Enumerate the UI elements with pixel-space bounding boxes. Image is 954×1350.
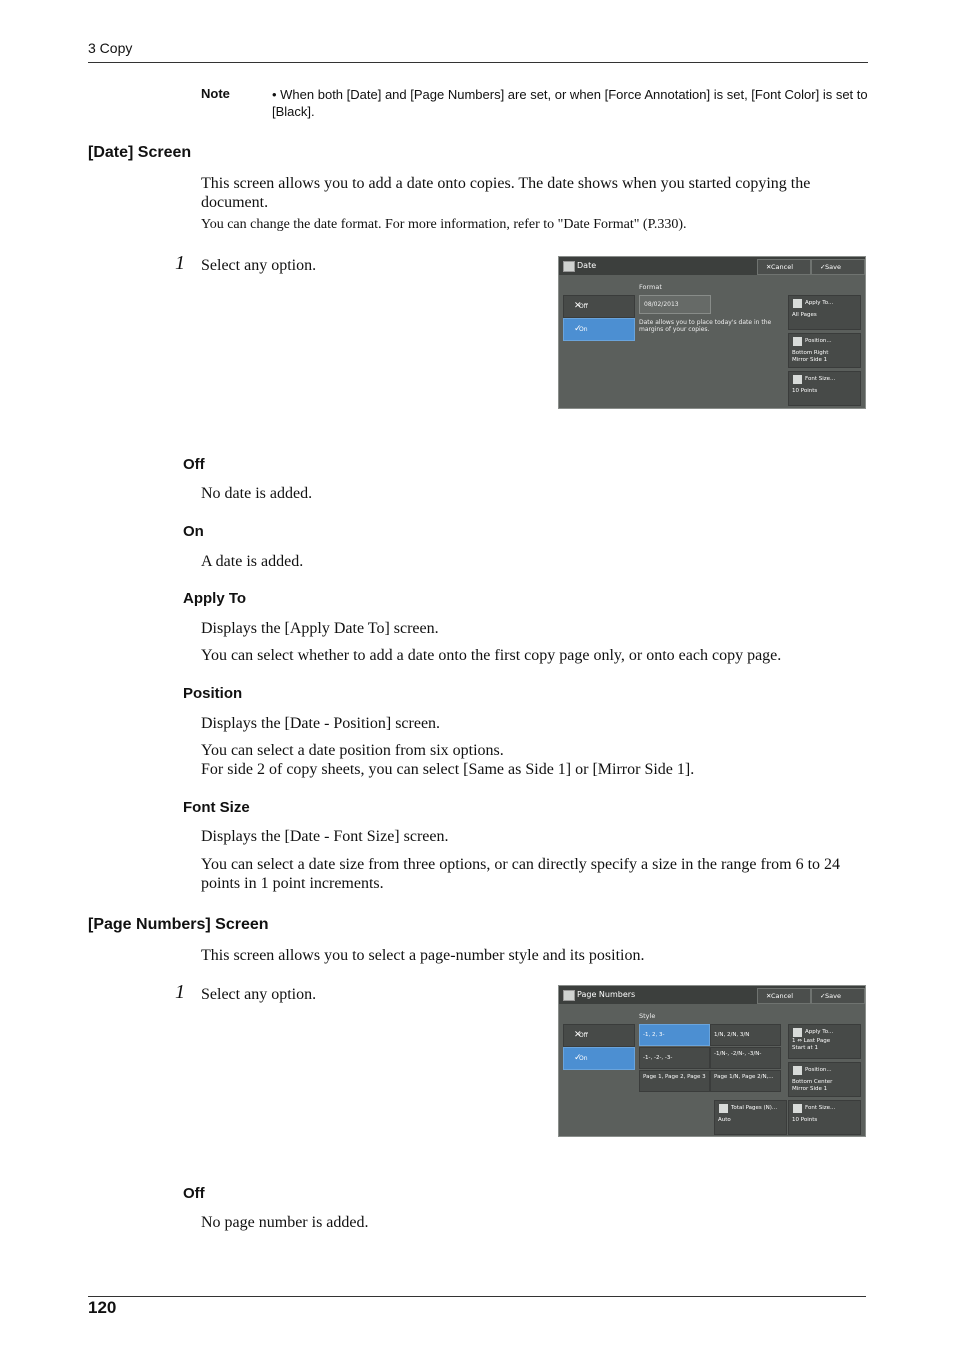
close-icon: ✕ <box>574 1030 582 1040</box>
style-option[interactable]: Page 1, Page 2, Page 3 <box>639 1070 710 1092</box>
format-label: Format <box>639 283 662 291</box>
note-label: Note <box>201 86 230 101</box>
save-button[interactable]: ✓Save <box>811 259 865 275</box>
total-pages-button[interactable]: Total Pages (N)... Auto <box>714 1100 787 1135</box>
gear-icon <box>793 375 802 384</box>
date-intro: This screen allows you to add a date onto copies. The date shows when you started copying the document. <box>201 175 811 211</box>
checkmark-icon: ✓ <box>820 992 826 1000</box>
date-intro-small: You can change the date format. For more information, refer to "Date Format" (P.330). <box>201 217 687 232</box>
page-numbers-screen-image <box>558 985 866 1137</box>
format-field[interactable]: 08/02/2013 <box>639 295 711 314</box>
date-screen-icon <box>563 261 575 272</box>
page-numbers-step-text: Select any option. <box>201 986 317 1003</box>
on-option[interactable]: ✓On <box>563 1047 635 1070</box>
page-numbers-section-heading: [Page Numbers] Screen <box>88 916 269 933</box>
term-off-desc: No date is added. <box>201 485 313 502</box>
screen-title-bar <box>559 986 865 1004</box>
gear-icon <box>793 1104 802 1113</box>
term-font-size: Font Size <box>183 799 250 816</box>
term-off: Off <box>183 1185 205 1202</box>
style-option[interactable]: -1-, -2-, -3- <box>639 1047 710 1069</box>
chapter-header: 3 Copy <box>88 40 133 56</box>
date-description: Date allows you to place today's date in the margins of your copies. <box>639 319 772 333</box>
off-option[interactable]: ✕Off <box>563 1024 635 1047</box>
screen-title: Page Numbers <box>577 990 636 999</box>
apply-to-button[interactable]: Apply To... 1 ⇔ Last Page Start at 1 <box>788 1024 861 1059</box>
checkmark-icon: ✓ <box>820 263 826 271</box>
term-on: On <box>183 523 204 540</box>
term-font-size-desc-2: You can select a date size from three options, or can directly specify a size in the range from 6 to 24 points in 1 point increments. <box>201 856 841 892</box>
term-apply-to-desc-2: You can select whether to add a date onto the first copy page only, or onto each copy page. <box>201 647 782 664</box>
style-label: Style <box>639 1012 656 1020</box>
term-off-desc: No page number is added. <box>201 1214 369 1231</box>
term-apply-to-desc-1: Displays the [Apply Date To] screen. <box>201 620 439 637</box>
footer-rule <box>88 1296 866 1297</box>
off-option[interactable]: ✕Off <box>563 295 635 318</box>
page-numbers-step-number: 1 <box>175 981 185 1003</box>
grid-icon <box>793 1066 802 1075</box>
save-button[interactable]: ✓Save <box>811 988 865 1004</box>
close-icon: ✕ <box>574 301 582 311</box>
pages-icon <box>793 1028 802 1037</box>
style-option[interactable]: -1, 2, 3- <box>639 1024 710 1046</box>
apply-to-button[interactable]: Apply To... All Pages <box>788 295 861 330</box>
term-position-desc-2: You can select a date position from six options. For side 2 of copy sheets, you can select [Same as Side 1] or [Mirror Side 1]. <box>201 742 695 778</box>
date-step-text: Select any option. <box>201 257 317 274</box>
position-button[interactable]: Position... Bottom Center Mirror Side 1 <box>788 1062 861 1097</box>
font-size-button[interactable]: Font Size... 10 Points <box>788 1100 861 1135</box>
term-off: Off <box>183 456 205 473</box>
position-button[interactable]: Position... Bottom Right Mirror Side 1 <box>788 333 861 368</box>
screen-title: Date <box>577 261 597 270</box>
font-size-button[interactable]: Font Size... 10 Points <box>788 371 861 406</box>
page-number: 120 <box>88 1298 117 1317</box>
grid-icon <box>793 337 802 346</box>
style-option[interactable]: -1/N-, -2/N-, -3/N- <box>710 1047 781 1069</box>
style-option[interactable]: 1/N, 2/N, 3/N <box>710 1024 781 1046</box>
date-section-heading: [Date] Screen <box>88 144 192 161</box>
note-text: • When both [Date] and [Page Numbers] are set, or when [Force Annotation] is set, [Font Color] is set to [Black]. <box>272 87 868 119</box>
pages-icon <box>793 299 802 308</box>
term-position-desc-1: Displays the [Date - Position] screen. <box>201 715 441 732</box>
close-icon: ✕ <box>766 992 772 1000</box>
checkmark-icon: ✓ <box>574 1053 582 1063</box>
page-numbers-intro: This screen allows you to select a page-number style and its position. <box>201 947 645 964</box>
term-position: Position <box>183 685 243 702</box>
cancel-button[interactable]: ✕Cancel <box>757 259 811 275</box>
checkmark-icon: ✓ <box>574 324 582 334</box>
close-icon: ✕ <box>766 263 772 271</box>
style-option[interactable]: Page 1/N, Page 2/N,... <box>710 1070 781 1092</box>
date-screen-image <box>558 256 866 409</box>
screen-title-bar <box>559 257 865 275</box>
cancel-button[interactable]: ✕Cancel <box>757 988 811 1004</box>
date-step-number: 1 <box>175 252 185 274</box>
term-font-size-desc-1: Displays the [Date - Font Size] screen. <box>201 828 449 845</box>
header-rule <box>88 62 868 63</box>
page-numbers-screen-icon <box>563 990 575 1001</box>
on-option[interactable]: ✓On <box>563 318 635 341</box>
pages-icon <box>719 1104 728 1113</box>
term-apply-to: Apply To <box>183 590 247 607</box>
term-on-desc: A date is added. <box>201 553 304 570</box>
